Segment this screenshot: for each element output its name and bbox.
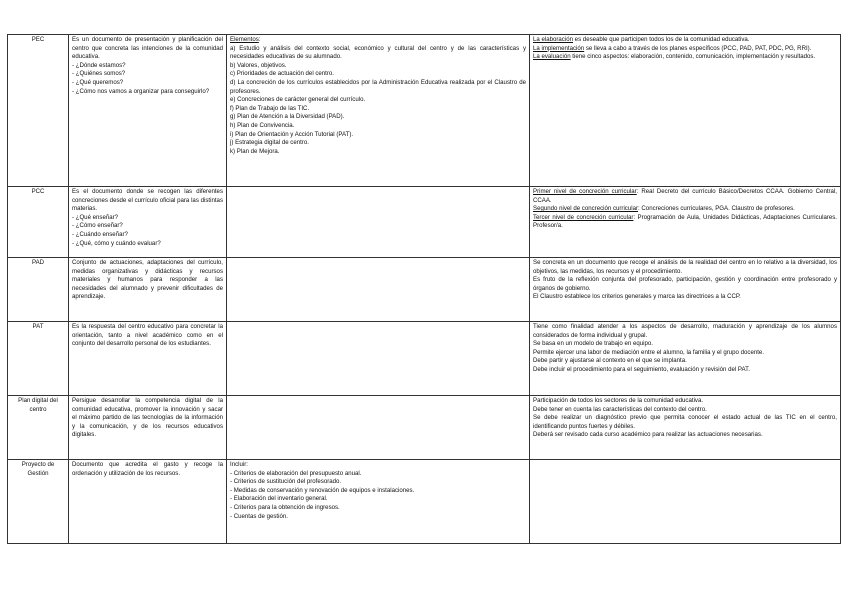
doc-notes: Primer nivel de concreción curricular: Real Decreto del currículo Básico/Decretos CCAA. Gobierno Central, CCAA. Segundo nivel de concreción curricular: Concreciones curriculares, PGA. Claustro de profesores. Tercer nivel de concreción curricular: Programación de Aula, Unidades Didácticas, Adaptaciones Curriculares. Profesor/a.	[530, 187, 841, 258]
table-row	[8, 187, 841, 258]
table-row	[8, 322, 841, 396]
doc-name: PCC	[8, 187, 69, 258]
doc-elements	[227, 187, 530, 258]
documents-table	[7, 34, 841, 544]
doc-definition: Es la respuesta del centro educativo para concretar la orientación, tanto a nivel académico como en el conjunto del desarrollo personal de los estudiantes.	[69, 322, 227, 396]
doc-name: Proyecto de Gestión	[8, 460, 69, 544]
doc-name: PEC	[8, 35, 69, 187]
doc-definition: Persigue desarrollar la competencia digital de la comunidad educativa, promover la innovación y sacar el máximo partido de las tecnologías de la información y la comunicación, y de los recursos educativos digitales.	[69, 396, 227, 460]
doc-definition: Documento que acredita el gasto y recoge la ordenación y utilización de los recursos.	[69, 460, 227, 544]
doc-elements	[227, 396, 530, 460]
doc-definition: Es un documento de presentación y planificación del centro que concreta las intenciones de la comunidad educativa. - ¿Dónde estamos? - ¿Quiénes somos? - ¿Qué queremos? - ¿Cómo nos vamos a organizar para conseguirlo?	[69, 35, 227, 187]
table-row	[8, 396, 841, 460]
doc-elements	[227, 258, 530, 322]
doc-notes: Tiene como finalidad atender a los aspectos de desarrollo, maduración y aprendizaje de los alumnos considerados de forma individual y grupal. Se basa en un modelo de trabajo en equipo. Permite ejercer una labor de mediación entre el alumno, la familia y el grupo docente. Debe partir y ajustarse al contexto en el que se implanta. Debe incluir el procedimiento para el seguimiento, evaluación y revisión del PAT.	[530, 322, 841, 396]
doc-name: PAT	[8, 322, 69, 396]
table-row	[8, 258, 841, 322]
doc-elements	[227, 322, 530, 396]
table-row	[8, 460, 841, 544]
doc-notes: Se concreta en un documento que recoge el análisis de la realidad del centro en lo relativo a la diversidad, los objetivos, las medidas, los recursos y el procedimiento. Es fruto de la reflexión conjunta del profesorado, participación, gestión y coordinación entre profesorado y órganos de gobierno. El Claustro establece los criterios generales y marca las directrices a la CCP.	[530, 258, 841, 322]
doc-notes	[530, 460, 841, 544]
doc-name: Plan digital del centro	[8, 396, 69, 460]
doc-name: PAD	[8, 258, 69, 322]
doc-notes: La elaboración es deseable que participen todos los de la comunidad educativa. La implementación se lleva a cabo a través de los planes específicos (PCC, PAD, PAT, PDC, PG, RRI). La evaluación tiene cinco aspectos: elaboración, contenido, comunicación, implementación y resultados.	[530, 35, 841, 187]
doc-elements: Elementos: a) Estudio y análisis del contexto social, económico y cultural del centro y de las características y necesidades educativas de su alumnado. b) Valores, objetivos. c) Prioridades de actuación del centro. d) La concreción de los currículos establecidos por la Administración Educativa realizada por el Claustro de profesores. e) Concreciones de carácter general del currículo. f) Plan de Trabajo de las TIC. g) Plan de Atención a la Diversidad (PAD). h) Plan de Convivencia. i) Plan de Orientación y Acción Tutorial (PAT). j) Estrategia digital de centro. k) Plan de Mejora.	[227, 35, 530, 187]
doc-elements: Incluir: - Criterios de elaboración del presupuesto anual. - Criterios de sustitución del profesorado. - Medidas de conservación y renovación de equipos e instalaciones. - Elaboración del inventario general. - Criterios para la obtención de ingresos. - Cuentas de gestión.	[227, 460, 530, 544]
doc-definition: Conjunto de actuaciones, adaptaciones del currículo, medidas organizativas y didácticas y recursos materiales y humanos para responder a las necesidades del alumnado y prevenir dificultades de aprendizaje.	[69, 258, 227, 322]
doc-definition: Es el documento donde se recogen las diferentes concreciones desde el currículo oficial para las distintas materias. - ¿Qué enseñar? - ¿Cómo enseñar? - ¿Cuándo enseñar? - ¿Qué, cómo y cuándo evaluar?	[69, 187, 227, 258]
doc-notes: Participación de todos los sectores de la comunidad educativa. Debe tener en cuenta las características del contexto del centro. Se debe realizar un diagnóstico previo que permita conocer el estado actual de las TIC en el centro, identificando puntos fuertes y débiles. Deberá ser revisado cada curso académico para realizar las actuaciones necesarias.	[530, 396, 841, 460]
table-row	[8, 35, 841, 187]
